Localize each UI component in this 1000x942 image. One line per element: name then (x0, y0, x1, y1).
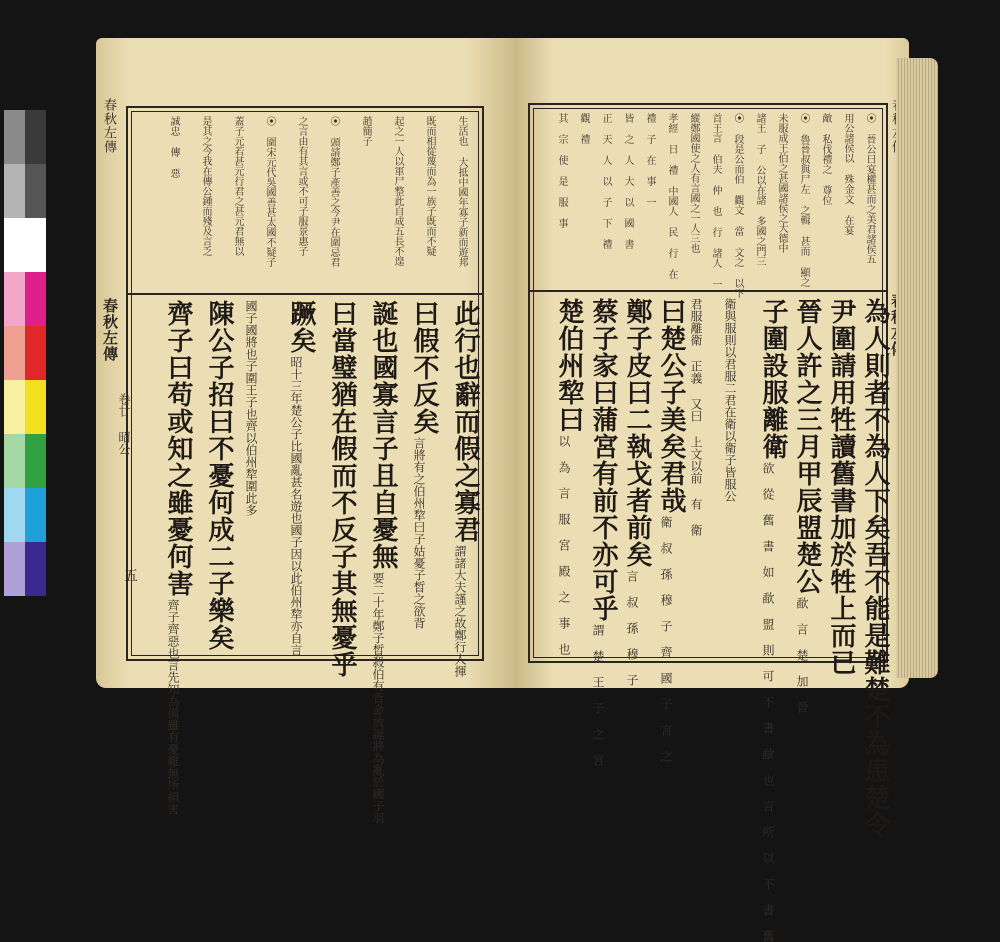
main-text-large: 尹圍請用牲讀舊書加於牲上而已 (826, 298, 856, 676)
inline-commentary: 謂 楚 王 子 之 宮 (591, 624, 605, 766)
inline-commentary: 以 為 言 服 宮 殿 之 事 也 (557, 435, 571, 655)
main-text-column (362, 300, 403, 824)
main-text-large: 曰當璧猶在假而不反子其無憂乎 (327, 300, 357, 678)
main-text-column (820, 298, 856, 676)
main-text-large: 鄭子皮曰二執戈者前矣 (622, 298, 652, 568)
commentary-column: 諸王 子 公以在諸 多國之門三 (754, 113, 765, 266)
left-margin-title: 春秋左傳 (101, 98, 116, 154)
commentary-column: 用公諸侯以 殊金文 在宴 (842, 113, 853, 235)
calibration-swatch (25, 218, 46, 272)
main-text-large: 此行也辭而假之寡君 (450, 300, 480, 543)
main-text-column (157, 300, 198, 815)
inline-commentary: 謂諸大夫謹之故鄭行人揮 (453, 545, 467, 677)
calibration-swatch (25, 272, 46, 326)
main-text-column (321, 300, 362, 678)
main-text-column (403, 300, 444, 656)
commentary-column: 皆 之 人 大 以 國 書 (622, 113, 633, 249)
commentary-column: 禮 子 在 事 一 (644, 113, 655, 207)
calibration-swatch (25, 326, 46, 380)
calibration-swatch (4, 434, 25, 488)
commentary-column: 敵 私伐禮之 尊位 (820, 113, 831, 205)
main-text-column (548, 298, 582, 656)
commentary-column: 既而相從蔑而為一族子既而不疑 (424, 116, 435, 256)
main-text-column (718, 298, 752, 656)
main-text-column (684, 298, 718, 656)
commentary-column: 其 宗 使 是 服 事 (556, 113, 567, 228)
main-text-column (616, 298, 652, 686)
calibration-swatch (25, 488, 46, 542)
commentary-column: ⦿ 圍宋元代吳國善甚太國不疑子 (264, 116, 275, 267)
commentary-column: ⦿ 晉公曰宴權甚而之美君諸侯五 (864, 113, 875, 264)
commentary-column: 首王言 伯夫 仲 也 行 諸人 一 (710, 113, 721, 289)
main-text-large: 為人則者不為人下矣吾不能是難楚不為患楚令 (860, 298, 890, 838)
commentary-column: 正 天 人 以 子 下 禮 (600, 113, 611, 249)
commentary-column: 趙簡子 (360, 116, 371, 146)
inline-commentary: 齊子齊惡也言先知為備雖有憂難無所損害 (166, 599, 180, 815)
commentary-column: ⦿ 段是公而伯 觀文 當 文之 以下 (732, 113, 743, 298)
commentary-column: 之言由有其言或不可子服景惠子 (296, 116, 307, 256)
left-margin-title-lower: 春秋左傳 (101, 298, 119, 362)
commentary-column: 縱鄭國使之人有言國之一人三也 (688, 113, 699, 253)
left-main-text (96, 38, 516, 824)
main-text-column (582, 298, 618, 766)
calibration-swatch (4, 164, 25, 218)
main-text-column (444, 300, 485, 677)
calibration-swatch (25, 380, 46, 434)
commentary-column: 生活也 大抵中國年寡子新而遊邦 (456, 116, 467, 267)
left-margin-juan: 卷廿 昭公 (117, 393, 131, 455)
inline-commentary: 昭十三年楚公子比國亂甚名遊也國子因以此伯州犂亦自言 (289, 356, 303, 656)
main-text-large: 曰假不反矣 (409, 300, 439, 435)
main-text-large: 晉人許之三月甲辰盟楚公 (792, 298, 822, 595)
commentary-column: 蓋子元若甚元行君之甚元君無以 (232, 116, 243, 256)
main-text-large: 曰楚公子美矣君哉 (656, 298, 686, 514)
main-text-column (854, 298, 890, 838)
color-calibration-strip (4, 110, 46, 596)
calibration-swatch (4, 488, 25, 542)
inline-commentary: 言 叔 孫 穆 子 (625, 570, 639, 686)
right-page (514, 38, 909, 942)
inline-commentary: 欲 從 舊 書 如 歃 盟 則 可 不 書 歃 也 言 所 以 不 書 舊 (761, 462, 775, 942)
calibration-swatch (4, 380, 25, 434)
calibration-swatch (25, 542, 46, 596)
page-edges (896, 58, 938, 678)
right-main-text (514, 38, 909, 942)
main-text-large: 子圍設服離衛 (758, 298, 788, 460)
main-text-column (239, 300, 280, 656)
commentary-column: 誠忠 傳 惡 (168, 116, 179, 178)
commentary-column: ⦿ 魯晉叔與尸左 之輯 甚而 顯之 (798, 113, 809, 287)
main-text-large: 蹶矣 (286, 300, 316, 354)
main-text-column (752, 298, 788, 942)
commentary-column: 未服成王伯之甚國諸侯之大德中 (776, 113, 787, 253)
main-text-column (198, 300, 239, 656)
main-text-large: 陳公子招曰不憂何成二子樂矣 (204, 300, 234, 651)
inline-commentary: 君服離衛 正義 又曰 上文以前 有 衛 (689, 298, 703, 536)
main-text-large: 蔡子家曰蒲宮有前不亦可乎 (588, 298, 618, 622)
main-text-large: 楚伯州犂曰 (554, 298, 584, 433)
inline-commentary: 歃 言 楚 加 晉 (795, 597, 809, 713)
calibration-swatch (4, 272, 25, 326)
commentary-column: 起之一人以軍尸整此自成五長不遑 (392, 116, 403, 266)
main-text-large: 齊子曰苟或知之雖憂何害 (163, 300, 193, 597)
left-page (96, 38, 516, 824)
main-text-column (650, 298, 686, 762)
commentary-column: 觀 禮 (578, 113, 589, 144)
calibration-swatch (4, 218, 25, 272)
main-text-column (280, 300, 321, 656)
main-text-large: 誕也國寡言子且自憂無 (368, 300, 398, 570)
inline-commentary: 國子國將也子圍王子也齊以伯州犂圍此多 (244, 300, 258, 516)
commentary-column: 是其之今我在傳公鍾而殘及言乏 (200, 116, 211, 256)
left-page-number: 五 (122, 568, 138, 582)
calibration-swatch (4, 542, 25, 596)
calibration-swatch (25, 164, 46, 218)
calibration-swatch (25, 110, 46, 164)
inline-commentary: 衛與服則以君服二君在衛以衛子皆服公 (723, 298, 737, 502)
calibration-swatch (4, 326, 25, 380)
inline-commentary: 言將有之伯州犂曰子姑憂子晳之欲背 (412, 437, 426, 629)
calibration-swatch (25, 434, 46, 488)
commentary-column: ⦿ 頭請鄭子產善之今尹在圍忌君 (328, 116, 339, 267)
commentary-column: 孝經 日 禮 中國人 民 行 在 (666, 113, 677, 279)
inline-commentary: 衛 叔 孫 穆 子 齊 國 子 言 之 (659, 516, 673, 762)
calibration-swatch (4, 110, 25, 164)
open-book (96, 38, 938, 942)
inline-commentary: 要二十年鄭子晳殺伯有背命放誕將為亂於國子羽 (371, 572, 385, 824)
main-text-column (786, 298, 822, 713)
